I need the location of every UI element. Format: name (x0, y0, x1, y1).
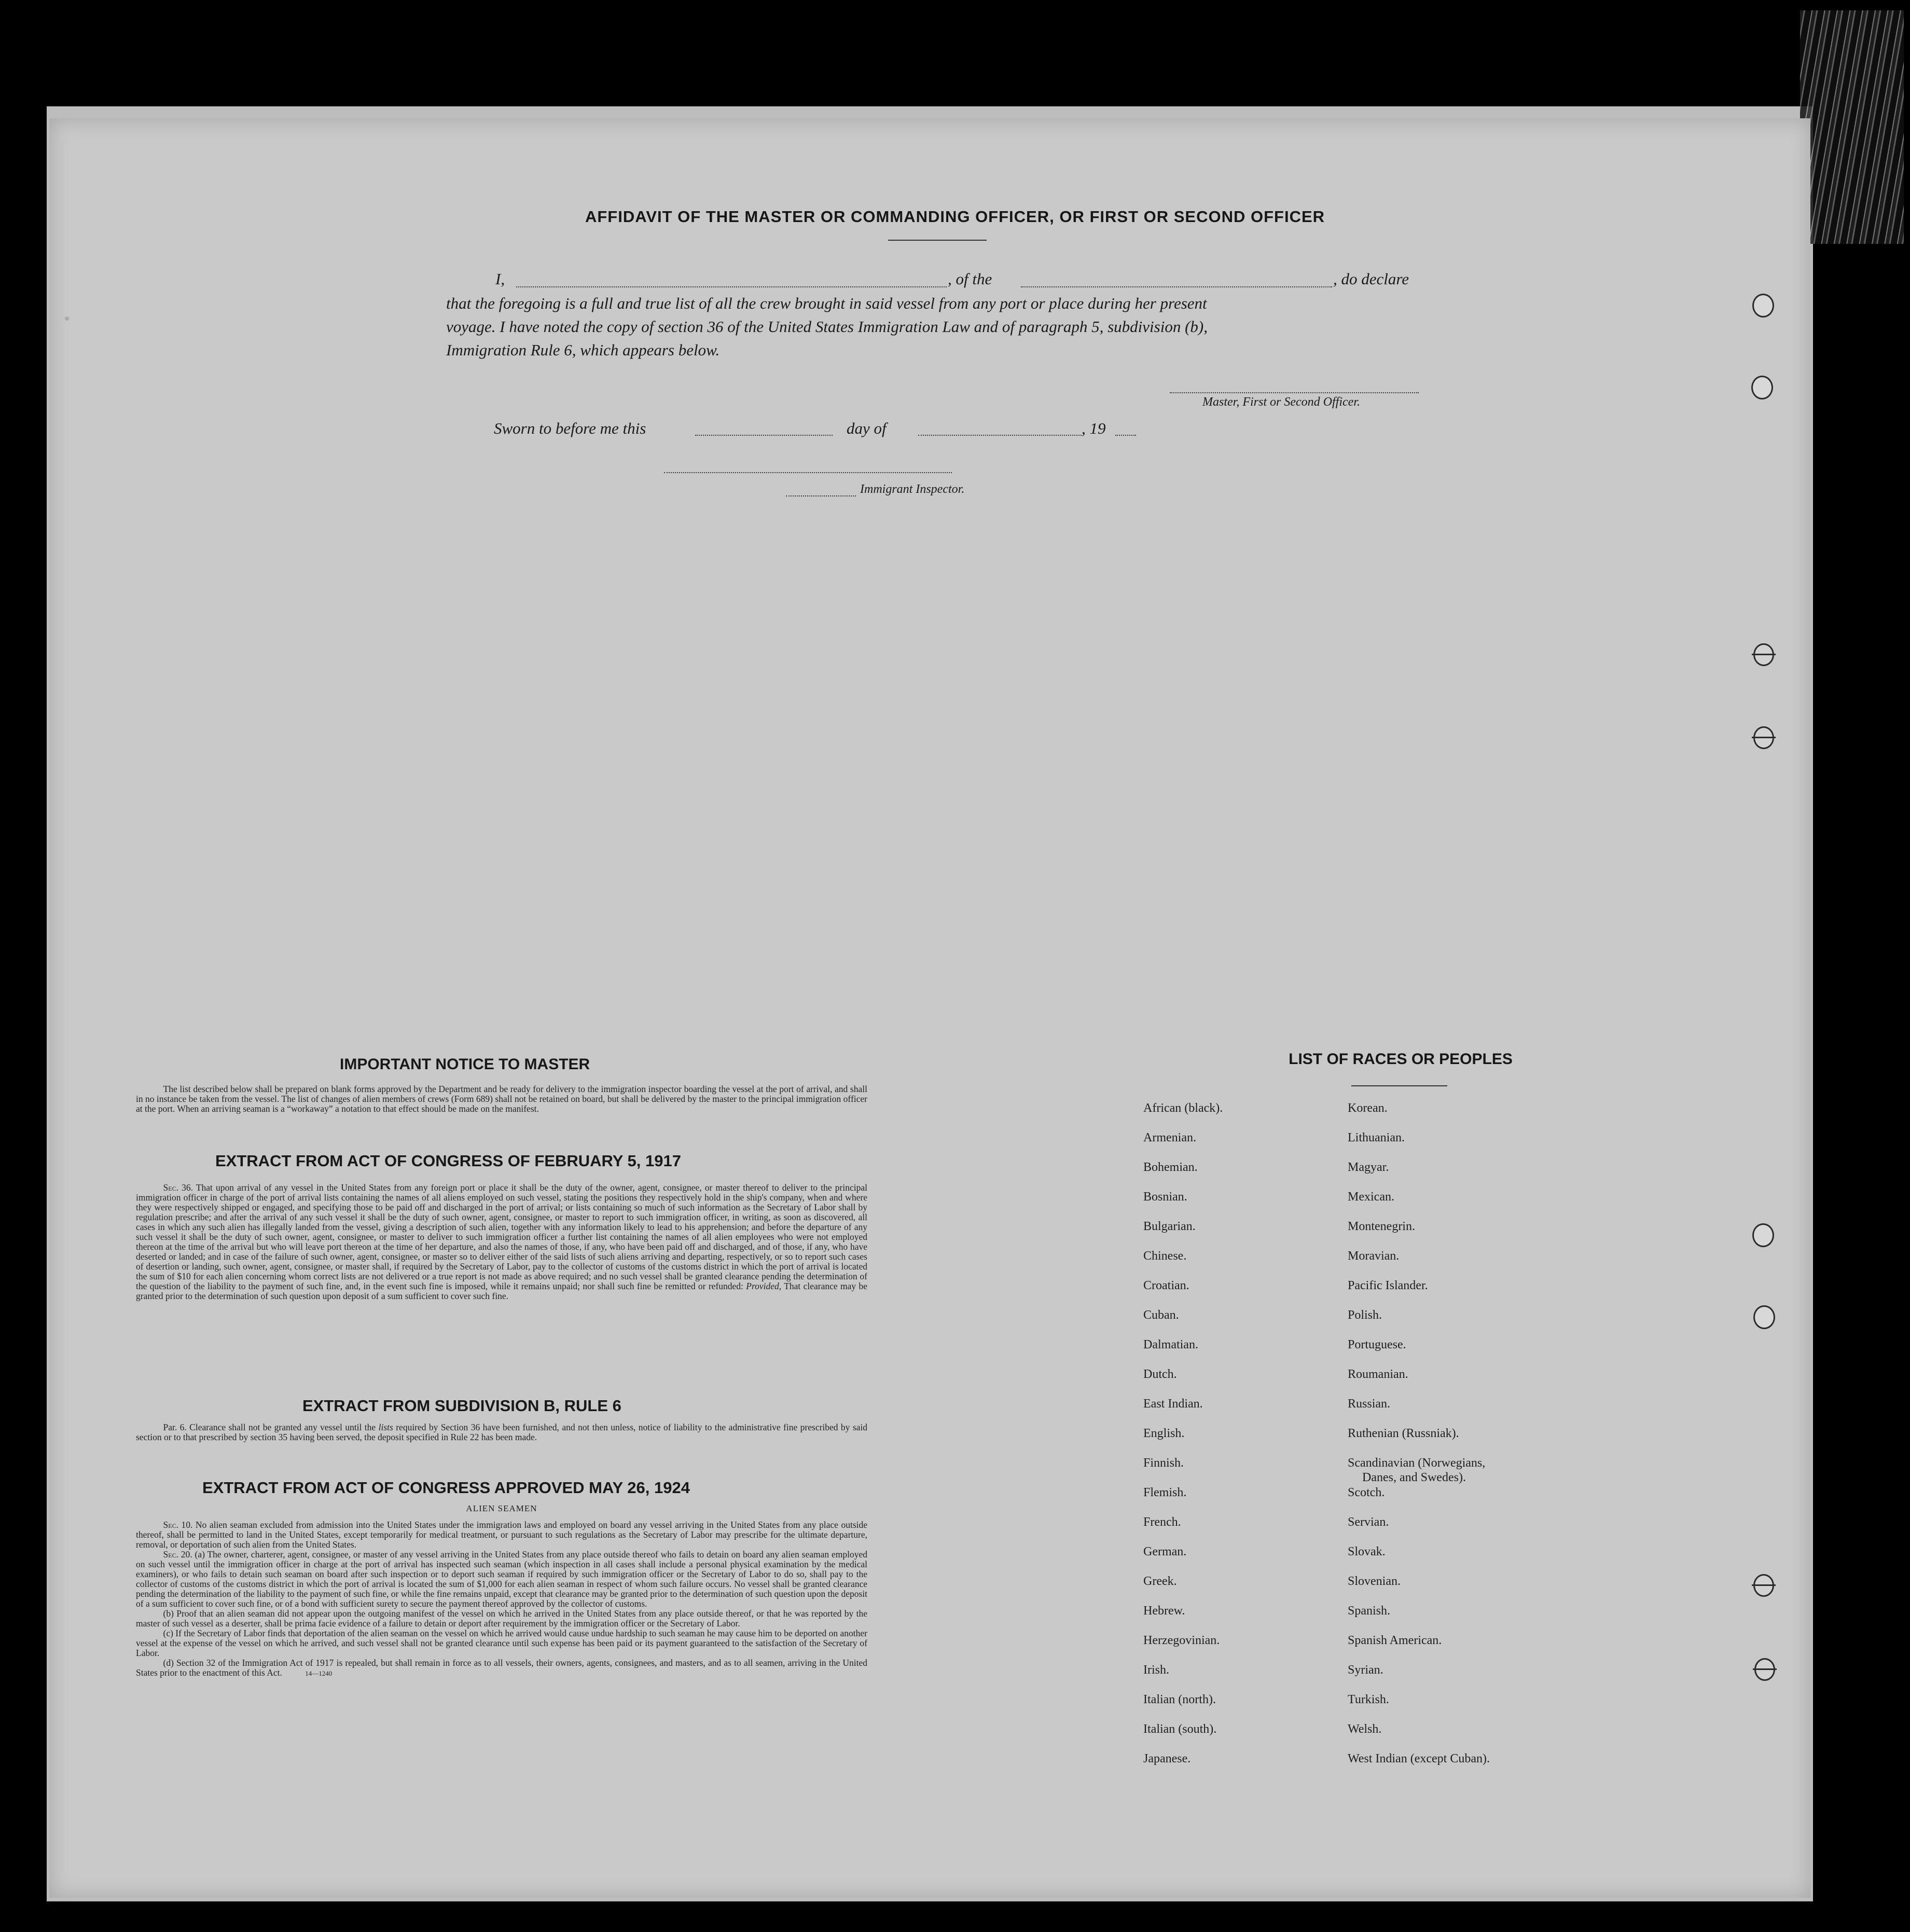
race-item: Hebrew. (1143, 1604, 1185, 1618)
extract-1917-title: EXTRACT FROM ACT OF CONGRESS OF FEBRUARY 5, 1917 (215, 1152, 681, 1170)
race-item: East Indian. (1143, 1397, 1203, 1411)
race-item: Ruthenian (Russniak). (1348, 1427, 1459, 1440)
declaration-line: that the foregoing is a full and true list of all the crew brought in said vessel from any port or place during her present (446, 294, 1207, 312)
race-item: German. (1143, 1545, 1187, 1558)
race-item: English. (1143, 1427, 1185, 1440)
binding-hole (1751, 376, 1773, 399)
scandinavian-line-1: Scandinavian (Norwegians, (1348, 1456, 1486, 1470)
race-item: Slovenian. (1348, 1575, 1401, 1588)
race-item: Magyar. (1348, 1161, 1389, 1174)
binding-hole (1753, 1305, 1775, 1329)
form-number: 14—1240 (305, 1669, 333, 1677)
extract-1924-title: EXTRACT FROM ACT OF CONGRESS APPROVED MAY 26, 1924 (202, 1479, 690, 1497)
race-item: Mexican. (1348, 1190, 1394, 1204)
rule6-lists-word: lists (378, 1422, 393, 1432)
race-item (1348, 1456, 1490, 1485)
race-item: Italian (south). (1143, 1722, 1217, 1736)
race-item: Irish. (1143, 1663, 1169, 1677)
alien-seamen-subtitle: ALIEN SEAMEN (466, 1503, 537, 1513)
race-item: Servian. (1348, 1515, 1389, 1529)
race-item: Welsh. (1348, 1722, 1382, 1736)
binding-hole (1753, 726, 1774, 749)
rule6-text-pre: Par. 6. Clearance shall not be granted any vessel until the (163, 1422, 376, 1432)
races-title: LIST OF RACES OR PEOPLES (1289, 1051, 1513, 1068)
races-left-column (1143, 1101, 1223, 1781)
master-signature-line[interactable] (1170, 392, 1419, 393)
master-signature-label: Master, First or Second Officer. (1202, 395, 1360, 409)
binding-hole (1752, 1223, 1774, 1247)
inspector-signature-line[interactable] (664, 472, 952, 473)
race-item: West Indian (except Cuban). (1348, 1752, 1490, 1765)
scandinavian-line-2: Danes, and Swedes). (1362, 1471, 1466, 1484)
binding-hole (1753, 643, 1774, 666)
race-item: Flemish. (1143, 1486, 1187, 1499)
race-item: Moravian. (1348, 1249, 1400, 1263)
race-item: French. (1143, 1515, 1181, 1529)
proviso-label: Provided, (746, 1281, 782, 1291)
notice-text: The list described below shall be prepared on blank forms approved by the Department and be ready for delivery to the immigration inspector boarding the vessel at the port of arrival, and shall in no instance be taken from the vessel. The list of changes of alien members of crews (Form 689) shall not be retained on board, but shall be delivered by the master to the principal immigration officer at the port. When an arriving seaman is a “workaway” a notation to that effect should be made on the manifest. (136, 1084, 867, 1114)
race-item: Spanish. (1348, 1604, 1391, 1618)
section-label: Sec. 36. (163, 1182, 193, 1193)
race-item: Bulgarian. (1143, 1220, 1196, 1233)
sworn-year-line[interactable] (1115, 435, 1136, 436)
sec20a-para (136, 1550, 867, 1609)
sec10-body: No alien seaman excluded from admission into the United States under the immigration laws and employed on board any vessel arriving in the United States from any place outside thereof, shall be permitted to land in the United States, except temporarily for medical treatment, or pursuant to such regulations as the Secretary of Labor may prescribe for the ultimate departure, removal, or deportation of such alien from the United States. (136, 1520, 868, 1550)
race-item: Bosnian. (1143, 1190, 1187, 1204)
proviso-body: That clearance may be granted prior to the determination of such question upon deposit of a sum sufficient to cover such fine. (136, 1281, 868, 1301)
race-item: Scotch. (1348, 1486, 1385, 1499)
title-rule (888, 240, 987, 241)
notice-title: IMPORTANT NOTICE TO MASTER (340, 1056, 590, 1073)
day-of-label: day of (847, 419, 887, 437)
declaration-paragraph (446, 292, 1432, 362)
extract-rule6-title: EXTRACT FROM SUBDIVISION B, RULE 6 (302, 1397, 621, 1415)
race-item: Herzegovinian. (1143, 1634, 1220, 1647)
do-declare-label: , do declare (1333, 270, 1409, 288)
race-item: Finnish. (1143, 1456, 1184, 1470)
binding-hole (1752, 294, 1774, 318)
race-item: Slovak. (1348, 1545, 1386, 1558)
affidavit-title: AFFIDAVIT OF THE MASTER OR COMMANDING OFFICER, OR FIRST OR SECOND OFFICER (585, 208, 1325, 226)
race-item: Russian. (1348, 1397, 1391, 1411)
race-item: Spanish American. (1348, 1634, 1442, 1647)
sworn-month-line[interactable] (918, 435, 1082, 436)
declaration-line: voyage. I have noted the copy of section 36 of the United States Immigration Law and of paragraph 5, subdivision (b), (446, 318, 1208, 336)
sec20c-para: (c) If the Secretary of Labor finds that deportation of the alien seaman on the vessel on which he arrived would cause undue hardship to such seaman he may cause him to be deported on another vessel at the expense of the vessel on which he arrived, and such vessel shall not be granted clearance until such expense has been paid or its payment guaranteed to the satisfaction of the Secretary of Labor. (136, 1628, 867, 1658)
race-item: Italian (north). (1143, 1693, 1216, 1706)
sec20b-para: (b) Proof that an alien seaman did not appear upon the outgoing manifest of the vessel on which he arrived in the United States from any place outside thereof, or that he was reported by the master of such vessel as a deserter, shall be prima facie evidence of a failure to detain or deport after requirement by the immigration officer or the Secretary of Labor. (136, 1608, 867, 1629)
race-item: Korean. (1348, 1101, 1388, 1115)
race-item: Dutch. (1143, 1368, 1177, 1381)
race-item: Pacific Islander. (1348, 1279, 1428, 1292)
sec10-para (136, 1520, 867, 1550)
sec20a-body: (a) The owner, charterer, agent, consignee, or master of any vessel arriving in the United States from any place outside thereof who fails to detain on board any alien seaman employed on such vessel until the immigration officer in charge at the port of arrival has inspected such seaman (which inspection in all cases shall include a personal physical examination by the medical examiners), or who fails to detain such seaman on board after such inspection or to deport such seaman if required by such immigration officer or the Secretary of Labor to do so, shall pay to the collector of customs of the customs district in which the port of arrival is located the sum of $1,000 for each alien seaman in respect of whom such failure occurs. No vessel shall be granted clearance pending the determination of the liability to the payment of such fine, or while the fine remains unpaid, except that clearance may be granted prior to the determination of such question upon the deposit of a sum sufficient to cover such fine, or of a bond with sufficient surety to secure the payment thereof approved by the collector of customs. (136, 1549, 867, 1609)
sec20d-body: (d) Section 32 of the Immigration Act of 1917 is repealed, but shall remain in force as to all vessels, their owners, agents, consignees, and masters, and as to all seamen, arriving in the United States prior to the enactment of this Act. (136, 1658, 867, 1678)
race-item: Japanese. (1143, 1752, 1191, 1765)
race-item: Turkish. (1348, 1693, 1389, 1706)
year-label: , 19 (1082, 419, 1106, 437)
of-the-label: , of the (948, 270, 992, 288)
inspector-dot-leader (786, 495, 856, 496)
extract-rule6-text (136, 1423, 867, 1442)
binding-hole (1753, 1574, 1774, 1597)
race-item: Montenegrin. (1348, 1220, 1415, 1233)
sec10-label: Sec. 10. (163, 1520, 193, 1530)
races-title-rule (1351, 1085, 1447, 1086)
race-item: Polish. (1348, 1308, 1382, 1322)
rule6-text-post: required by Section 36 have been furnished, and not then unless, notice of liability to the administrative fine prescribed by said section or to that prescribed by section 35 having been served, the deposit specified in Rule 22 has been made. (136, 1422, 868, 1442)
vessel-name-line[interactable] (1021, 286, 1332, 287)
declarant-name-line[interactable] (516, 286, 947, 287)
sworn-day-line[interactable] (695, 435, 833, 436)
declaration-line: Immigration Rule 6, which appears below. (446, 341, 720, 359)
race-item: African (black). (1143, 1101, 1223, 1115)
bleed-through-mark: • (62, 311, 72, 329)
races-right-column (1348, 1101, 1490, 1781)
race-item: Chinese. (1143, 1249, 1187, 1263)
race-item: Croatian. (1143, 1279, 1189, 1292)
section-36-body: That upon arrival of any vessel in the United States from any foreign port or place it shall be the duty of the owner, agent, consignee, or master thereof to deliver to the principal immigration officer in charge of the port of arrival lists containing the names of all aliens employed on such vessel, stating the positions they respectively hold in the ship's company, when and where they were respectively shipped or engaged, and specifying those to be paid off and discharged in the port of arrival; or lists containing so much of such information as the Secretary of Labor shall by regulation prescribe; and after the arrival of any such vessel it shall be the duty of such owner, agent, consignee, or master to report to such immigration officer, in writing, as soon as discovered, all cases in which any such alien has illegally landed from the vessel, giving a description of such alien, together with any information likely to lead to his apprehension; and before the departure of any such vessel it shall be the duty of such owner, agent, consignee, or master to deliver to such immigration officer a further list containing the names of all alien employees who were not employed thereon at the time of the arrival but who will leave port thereon at the time of her departure, and also the names of those, if any, who have been paid off and discharged, and of those, if any, who have deserted or landed; and in case of the failure of such owner, agent, consignee, or master so to deliver either of the said lists of such aliens arriving and departing, respectively, or so to report such cases of desertion or landing, such owner, agent, consignee, or master shall, if required by the Secretary of Labor, pay to the collector of customs of the customs district in which the port of arrival is located the sum of $10 for each alien concerning whom correct lists are not delivered or a true report is not made as above required; and no such vessel shall be granted clearance pending the determination of the question of the liability to the payment of such fine, and, in the event such fine is imposed, while it remains unpaid; nor shall such fine be remitted or refunded: (136, 1182, 867, 1291)
extract-1917-text (136, 1183, 867, 1301)
extract-1924-text (136, 1520, 867, 1678)
race-item: Cuban. (1143, 1308, 1179, 1322)
race-item: Portuguese. (1348, 1338, 1406, 1351)
sec20-label: Sec. 20. (163, 1549, 192, 1560)
race-item: Syrian. (1348, 1663, 1383, 1677)
race-item: Dalmatian. (1143, 1338, 1198, 1351)
race-item: Armenian. (1143, 1131, 1196, 1144)
race-item: Greek. (1143, 1575, 1177, 1588)
sec20d-para (136, 1658, 867, 1678)
declarant-label: I, (495, 270, 505, 288)
race-item: Bohemian. (1143, 1161, 1198, 1174)
race-item: Lithuanian. (1348, 1131, 1405, 1144)
race-item: Roumanian. (1348, 1368, 1408, 1381)
binding-hole (1754, 1658, 1775, 1681)
sworn-label: Sworn to before me this (494, 419, 646, 437)
inspector-label: Immigrant Inspector. (860, 482, 965, 496)
